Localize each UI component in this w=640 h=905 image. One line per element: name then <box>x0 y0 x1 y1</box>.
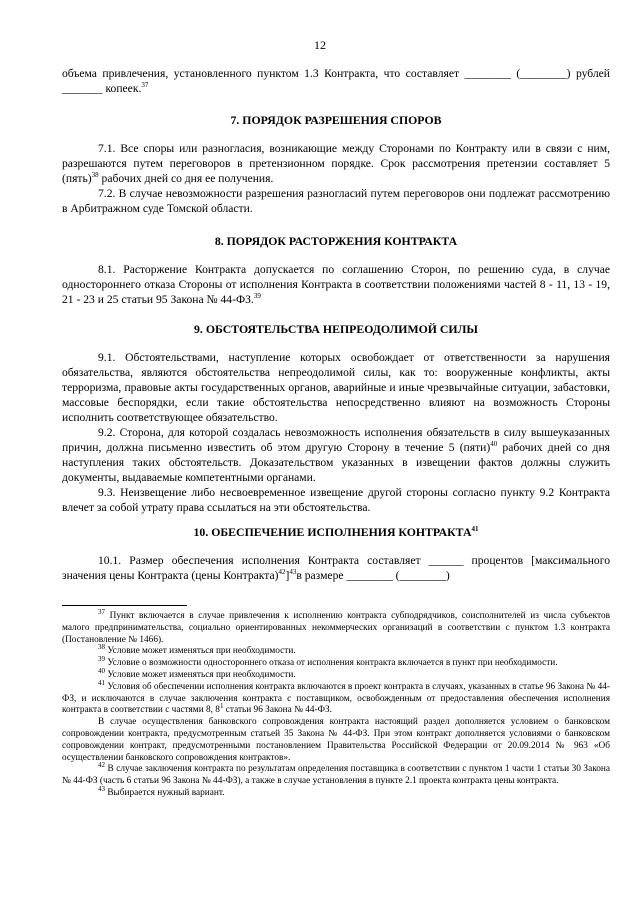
footnote-ref: 39 <box>253 292 261 301</box>
intro-block <box>62 66 610 96</box>
section-heading: 7. ПОРЯДОК РАЗРЕШЕНИЯ СПОРОВ <box>230 113 442 127</box>
intro-paragraph: объема привлечения, установленного пунктом 1.3 Контракта, что составляет ________ (________) рублей _______ копеек.$^{37}$ <box>62 67 610 95</box>
page-number: 12 <box>314 38 326 52</box>
paragraph-7-1: 7.1. Все споры или разногласия, возникающие между Сторонами по Контракту или в связи с ним, разрешаются путем переговоров в претензионном порядке. Срок рассмотрения претензии составляет 5 (пять)$^{38}$ рабочих дней со дня ее получения. <box>62 142 610 185</box>
section-7 <box>62 113 610 128</box>
section-7-body <box>62 141 610 216</box>
section-9-body <box>62 350 610 515</box>
paragraph-9-2: 9.2. Сторона, для которой создалась невозможность исполнения обязательств в силу вышеуказанных причин, должна письменно известить об этом другую Сторону в течение 5 (пяти)$^{40}$ рабочих дней со дня наступления таких обстоятельств. Доказательством указанных в извещении фактов должны служить документы, выдаваемые компетентными органами. <box>62 426 610 484</box>
footnote-ref: 37 <box>141 81 149 90</box>
section-heading: 8. ПОРЯДОК РАСТОРЖЕНИЯ КОНТРАКТА <box>214 234 458 248</box>
section-9 <box>62 322 610 337</box>
footnote-37: $^{37}$ Пункт включается в случае привлечения к исполнению контракта субподрядчиков, соисполнителей из числа субъектов малого предпринимательства, социально ориентированных некоммерческих организаций в соответствии с пунктом 1.3 контракта (Постановление № 1466). <box>62 607 610 645</box>
footnote-ref: 38 <box>91 171 99 180</box>
footnote-ref: 43 <box>289 568 297 577</box>
footnote-40: $^{40}$ Условие может изменяться при необходимости. <box>98 666 296 680</box>
footnote-41: $^{41}$ Условия об обеспечении исполнения контракта включаются в проект контракта в случаях, указанных в статье 96 Закона № 44-ФЗ, и исключаются в случае заключения контракта с поставщиком, освобожденным от предоставления обеспечения исполнения контракта в соответствии с частями 8, $8^1$ статьи 96 Закона № 44-ФЗ. В случае осуществления банковского сопровождения контракта настоящий раздел дополняется условием о банковском сопровождении контракта, предусмотренным статьей 35 Закона № 44-ФЗ. При этом контракт дополняется условиями о банковском сопровождении контракт, предусмотренными постановлением Правительства Российской Федерации от 20.09.2014 № 963 «Об осуществлении банковского сопровождения контрактов». <box>62 678 610 763</box>
footnote-38: $^{38}$ Условие может изменяться при необходимости. <box>98 643 296 657</box>
footnote-42: $^{42}$ В случае заключения контракта по результатам определения поставщика в соответствии с пунктом 1 части 1 статьи 30 Закона № 44-ФЗ (часть 6 статьи 96 Закона № 44-ФЗ), а также в случае установления в пункте 2.1 проекта контракта цены контракта. <box>62 761 610 787</box>
section-heading: 10. ОБЕСПЕЧЕНИЕ ИСПОЛНЕНИЯ КОНТРАКТА$^{41}$ <box>193 525 479 539</box>
footnote-39: $^{39}$ Условие о возможности одностороннего отказа от исполнения контракта включается в пункт при необходимости. <box>98 655 558 669</box>
paragraph-9-3: 9.3. Неизвещение либо несвоевременное извещение другой стороны согласно пункту 9.2 Контракта влечет за собой утрату права ссылаться на эти обстоятельства. <box>62 486 610 514</box>
section-10-body <box>62 553 610 583</box>
paragraph-7-2: 7.2. В случае невозможности разрешения разногласий путем переговоров они подлежат рассмотрению в Арбитражном суде Томской области. <box>62 187 610 215</box>
section-8-body <box>62 262 610 307</box>
footnote-43: $^{43}$ Выбирается нужный вариант. <box>98 784 225 798</box>
footnotes <box>62 607 610 800</box>
footnote-divider <box>62 605 187 606</box>
footnote-ref: 40 <box>490 440 498 449</box>
paragraph-8-1: 8.1. Расторжение Контракта допускается по соглашению Сторон, по решению суда, в случае одностороннего отказа Стороны от исполнения Контракта в соответствии положениями частей 8 - 11, 13 - 19, 21 - 23 и 25 статьи 95 Закона № 44-ФЗ.$^{39}$ <box>62 263 610 306</box>
paragraph-9-1: 9.1. Обстоятельствами, наступление которых освобождает от ответственности за нарушения обязательства, являются обстоятельства непреодолимой силы, как то: вооруженные конфликты, акты терроризма, правовые акты государственных органов, аварийные и иные чрезвычайные ситуации, забастовки, массовые беспорядки, если такие обстоятельства непосредственно влияют на возможность Стороны исполнить соответствующее обязательство. <box>62 351 610 424</box>
footnote-ref: 42 <box>278 568 286 577</box>
section-10 <box>62 525 610 540</box>
footnote-41-continuation: В случае осуществления банковского сопровождения контракта настоящий раздел дополняется условием о банковском сопровождении контракта, предусмотренным статьей 35 Закона № 44-ФЗ. При этом контракт дополняется условиями о банковском сопровождении контракт, предусмотренными постановлением Правительства Российской Федерации от 20.09.2014 № 963 «Об осуществлении банковского сопровождения контрактов». <box>62 717 610 763</box>
paragraph-10-1: 10.1. Размер обеспечения исполнения Контракта составляет ______ процентов [максимального значения цены Контракта (цены Контракта)$^{42}$]$^{43}$в размере ________ (________) <box>62 554 610 582</box>
footnote-ref: 41 <box>471 525 479 534</box>
section-8 <box>62 234 610 249</box>
section-heading: 9. ОБСТОЯТЕЛЬСТВА НЕПРЕОДОЛИМОЙ СИЛЫ <box>194 322 478 336</box>
